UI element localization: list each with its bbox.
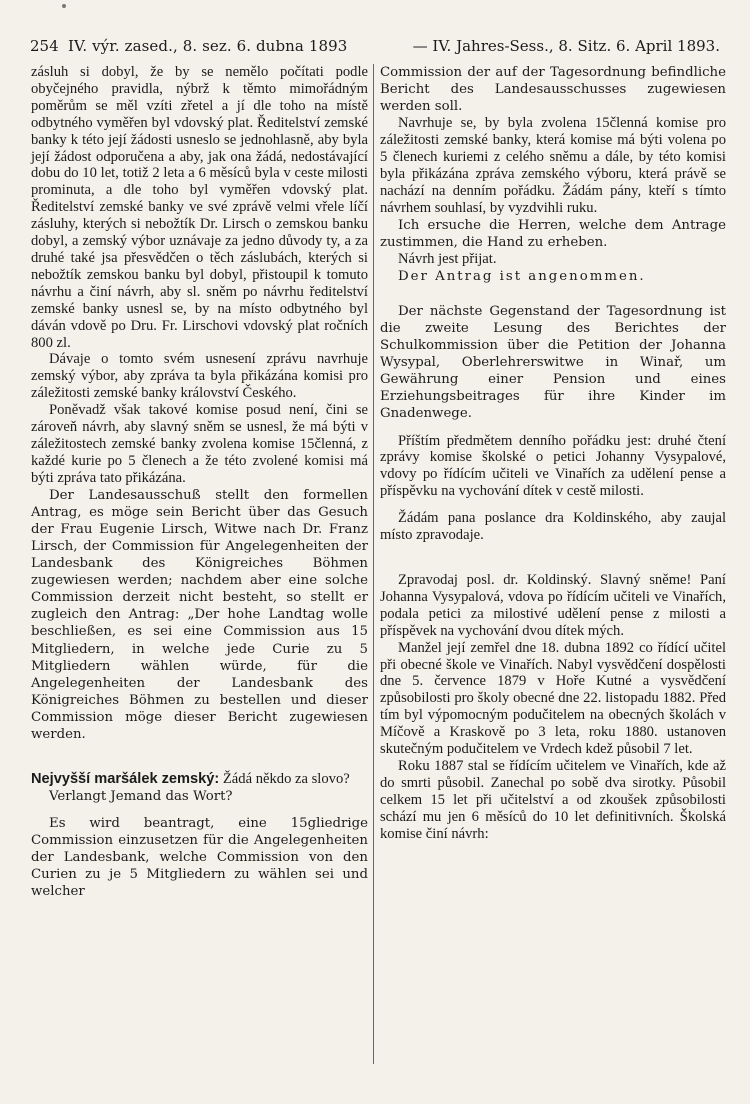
speaker-marshal: Nejvyšší maršálek zemský:	[31, 771, 220, 788]
marshal-question	[31, 771, 368, 788]
speaker-reporter: Zpravodaj posl. dr. Koldinský.	[398, 572, 592, 588]
paragraph-lirsch-3: Poněvadž však takové komise posud není, čini se zároveň návrh, aby slavný sněm se usnesl, že má býti v záležitostech zemské banky zvolena komise 15členná, z každé kurie po 5 členech a že této zvolené komisi má býti zpráva tato přikázána.	[31, 402, 368, 486]
paragraph-reporter-speech	[380, 572, 726, 640]
motion-accepted: Návrh jest přijat.	[398, 250, 497, 267]
paragraph-navrhuje: Navrhuje se, by byla zvolena 15členná komise pro záležitosti zemské banky, která komise má býti volena po 5 členech kuriemi z celého sněmu a dále, by této komisi byla přikázána zpráva zemského výboru, která právě se nachází na denním pořádku. Žádám pány, kteří s tímto návrhem souhlasí, by vyzdvihli ruku.	[380, 115, 726, 216]
scan-speck	[62, 4, 66, 8]
page-number: 254	[30, 37, 59, 55]
paragraph-ersuche: Ich ersuche die Herren, welche dem Antrage zustimmen, die Hand zu erheben.	[380, 217, 726, 250]
paragraph-german-antrag: Der Landesausschuß stellt den formellen Antrag, es möge sein Bericht über das Gesuch der Frau Eugenie Lirsch, Witwe nach Dr. Franz Lirsch, der Commission für Angelegenheiten der Landesbank des Königreiches Böhmen zugewiesen werden; nachdem aber eine solche Commission derzeit nicht besteht, so stellt er zugleich den Antrag: „Der hohe Landtag wolle beschließen, es sei eine Commission aus 15 Mitgliedern, in welche jede Curie zu 5 Mitgliedern wählen würde, für die Angelegenheiten der Landesbank des Königreiches Böhmen zu bestellen und dieser Commission möge dieser Bericht zugewiesen werden.	[31, 487, 368, 742]
paragraph-next-item: Příštím předmětem denního pořádku jest: druhé čtení zprávy komise školské o petici Johanny Vysypalové, vdovy po řídícím učiteli ve Vinařích za udělení pense a příspěvku na vychování dítek v cestě milosti.	[380, 432, 726, 500]
reporter-speech-text: Slavný sněme! Paní Johanna Vysypalová, vdova po řídícím učiteli ve Vinařích, podala petici za milostivé udělení pense z milosti a příspěvek na vychování dvou dítek mých.	[380, 572, 726, 639]
paragraph-lirsch-1: zásluh si dobyl, že by se nemělo počítati podle obyčejného pravidla, nýbrž k těmto mimořádným poměrům se měl vzíti zřetel a jí dle toho na místě odbytného vyměřen byl vdovský plat. Ředitelství zemské banky k této její žádosti usneslo se jednohlasně, aby byla její žádost odporučena a aby, jak ona žádá, nedostávající dobu do 10 let, totiž 2 leta a 6 měsíců byla v ceste milosti prominuta, a dle toho byl vyměřen vdovský plat. Ředitelství zemské banky ve své zprávě velmi vřele líčí zásluhy, kterých si nebožtík Dr. Lirsch o zemskou banku dobyl, a zemský výbor uznávaje za jedno důvody ty, a za druhé také jsa přesvědčen o těch záslubách, kterých si nebožtík zemskou banku byl dobyl, přistoupil k tomuto návrhu a činí návrh, aby sl. sněm po návrhu ředitelství zemské banky usnesl se, by na místo odbytného byl dáván vdově po Dru. Fr. Lirschovi vdovský plat ročních 800 zl.	[31, 64, 368, 351]
paragraph-next-item-german: Der nächste Gegenstand der Tagesordnung ist die zweite Lesung des Berichtes der Schulkommission über die Petition der Johanna Wysypal, Oberlehrerswitwe in Winař, um Gewährung einer Pension und eines Erziehungsbeitrages für ihre Kinder im Gnadenwege.	[380, 303, 726, 422]
paragraph-commission-cont: Commission der auf der Tagesordnung befindliche Bericht des Landesausschusses zugewiesen werden soll.	[380, 65, 726, 115]
column-divider	[373, 64, 374, 1064]
paragraph-vinare: Roku 1887 stal se řídícím učitelem ve Vinařích, kde až do smrti působil. Zanechal po sobě dva sirotky. Působil celkem 15 let při učitelství a od zkoušek způsobilosti schází mu jen 6 měsíců do 10 let definitivních. Školská komise činí návrh:	[380, 757, 726, 842]
marshal-question-german: Verlangt Jemand das Wort?	[49, 788, 233, 804]
running-head-czech: IV. výr. zased., 8. sez. 6. dubna 1893	[68, 37, 348, 55]
running-head-german: — IV. Jahres-Sess., 8. Sitz. 6. April 1893.	[412, 37, 720, 55]
paragraph-reporter-request: Žádám pana poslance dra Koldinského, aby zaujal místo zpravodaje.	[380, 510, 726, 544]
marshal-motion-german: Es wird beantragt, eine 15gliedrige Commission einzusetzen für die Angelegenheiten der Landesbank, welche Commission von den Curien zu je 5 Mitgliedern zu wählen sei und welcher	[31, 816, 368, 900]
paragraph-husband: Manžel její zemřel dne 18. dubna 1892 co řídící učitel při obecné škole ve Vinařích. Nabyl vysvědčení dospělosti dne 5. července 1879 v Hoře Kutné a vysvědčení způsobilosti pro školy obecné dne 22. listopadu 1882. Před tím byl výpomocným podučitelem na obecných školách v Míčově a Kraskově po 3 leta, roku 1880. ustanoven skutečným podučitelem ve Vrdech kdež působil 7 let.	[380, 639, 726, 758]
paragraph-lirsch-2: Dávaje o tomto svém usnesení zprávu navrhuje zemský výbor, aby zpráva ta byla přikázána komisi pro záležitosti zemské banky království Českého.	[31, 351, 368, 402]
motion-accepted-german: Der Antrag ist angenommen.	[398, 268, 646, 284]
right-column	[380, 64, 726, 843]
running-head	[30, 34, 720, 58]
left-column	[31, 64, 368, 901]
marshal-question-text: Žádá někdo za slovo?	[222, 771, 350, 788]
